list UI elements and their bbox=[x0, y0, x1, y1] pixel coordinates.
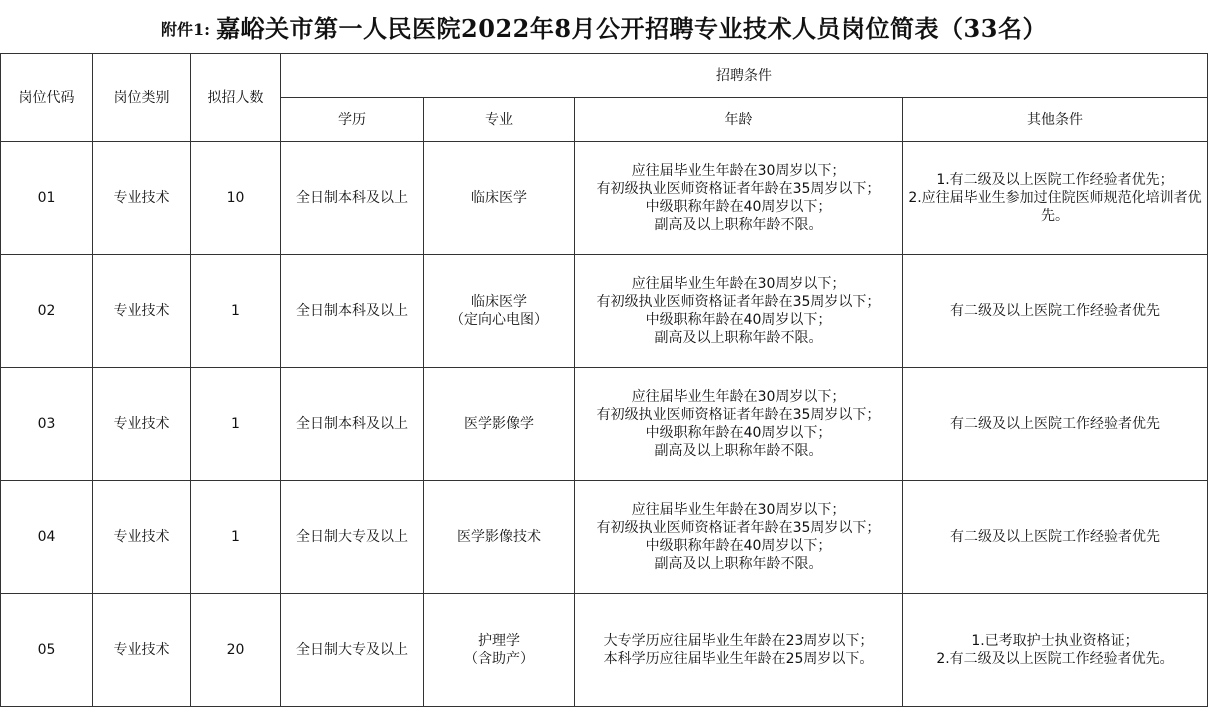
cell-major-line: （定向心电图） bbox=[450, 312, 548, 328]
cell-age-line: 副高及以上职称年龄不限。 bbox=[654, 330, 823, 346]
table-row bbox=[1, 142, 1208, 255]
cell-age-line: 本科学历应往届毕业生年龄在25周岁以下。 bbox=[603, 651, 874, 667]
cell-other bbox=[903, 481, 1208, 594]
table-row bbox=[1, 255, 1208, 368]
cell-age-line: 副高及以上职称年龄不限。 bbox=[654, 443, 823, 459]
cell-major-line: 医学影像技术 bbox=[457, 529, 541, 545]
cell-other-line: 1.已考取护士执业资格证； bbox=[971, 633, 1139, 649]
cell-other bbox=[903, 368, 1208, 481]
cell-other-line: 1.有二级及以上医院工作经验者优先； bbox=[936, 172, 1174, 188]
cell-age-line: 大专学历应往届毕业生年龄在23周岁以下； bbox=[603, 633, 874, 649]
header-code: 岗位代码 bbox=[1, 54, 93, 142]
cell-age-line: 应往届毕业生年龄在30周岁以下； bbox=[631, 389, 846, 405]
cell-other-line: 2.有二级及以上医院工作经验者优先。 bbox=[936, 651, 1174, 667]
positions-table bbox=[0, 53, 1208, 707]
header-major: 专业 bbox=[424, 98, 575, 142]
cell-age-line: 有初级执业医师资格证者年龄在35周岁以下； bbox=[596, 520, 881, 536]
cell-major bbox=[424, 142, 575, 255]
cell-age-line: 有初级执业医师资格证者年龄在35周岁以下； bbox=[596, 294, 881, 310]
cell-code: 05 bbox=[1, 594, 93, 707]
cell-code: 02 bbox=[1, 255, 93, 368]
cell-count: 1 bbox=[191, 255, 281, 368]
cell-other bbox=[903, 255, 1208, 368]
cell-category: 专业技术 bbox=[93, 594, 191, 707]
cell-age-line: 中级职称年龄在40周岁以下； bbox=[645, 199, 832, 215]
cell-count: 1 bbox=[191, 368, 281, 481]
cell-code: 04 bbox=[1, 481, 93, 594]
cell-major-line: （含助产） bbox=[464, 651, 534, 667]
cell-other-line: 有二级及以上医院工作经验者优先 bbox=[950, 529, 1160, 545]
cell-major-line: 临床医学 bbox=[471, 294, 527, 310]
attachment-label: 附件1: bbox=[161, 20, 211, 39]
cell-major bbox=[424, 481, 575, 594]
cell-age-line: 有初级执业医师资格证者年龄在35周岁以下； bbox=[596, 407, 881, 423]
cell-major bbox=[424, 255, 575, 368]
header-other: 其他条件 bbox=[903, 98, 1208, 142]
cell-category: 专业技术 bbox=[93, 142, 191, 255]
cell-count: 1 bbox=[191, 481, 281, 594]
cell-age-line: 应往届毕业生年龄在30周岁以下； bbox=[631, 163, 846, 179]
header-conditions: 招聘条件 bbox=[281, 54, 1208, 98]
header-category: 岗位类别 bbox=[93, 54, 191, 142]
table-row bbox=[1, 594, 1208, 707]
cell-other-line: 2.应往届毕业生参加过住院医师规范化培训者优先。 bbox=[908, 190, 1202, 224]
cell-age-line: 中级职称年龄在40周岁以下； bbox=[645, 425, 832, 441]
cell-age bbox=[575, 368, 903, 481]
cell-major-line: 医学影像学 bbox=[464, 416, 534, 432]
cell-age-line: 副高及以上职称年龄不限。 bbox=[654, 556, 823, 572]
cell-age-line: 应往届毕业生年龄在30周岁以下； bbox=[631, 502, 846, 518]
cell-age bbox=[575, 255, 903, 368]
cell-other-line: 有二级及以上医院工作经验者优先 bbox=[950, 303, 1160, 319]
cell-major bbox=[424, 368, 575, 481]
header-education: 学历 bbox=[281, 98, 424, 142]
cell-category: 专业技术 bbox=[93, 368, 191, 481]
cell-other-line: 有二级及以上医院工作经验者优先 bbox=[950, 416, 1160, 432]
cell-age bbox=[575, 481, 903, 594]
table-row bbox=[1, 368, 1208, 481]
cell-major bbox=[424, 594, 575, 707]
header-row-top bbox=[1, 54, 1208, 98]
cell-other bbox=[903, 142, 1208, 255]
cell-education: 全日制本科及以上 bbox=[281, 142, 424, 255]
cell-age-line: 有初级执业医师资格证者年龄在35周岁以下； bbox=[596, 181, 881, 197]
cell-age bbox=[575, 594, 903, 707]
cell-education: 全日制本科及以上 bbox=[281, 255, 424, 368]
cell-age bbox=[575, 142, 903, 255]
cell-education: 全日制本科及以上 bbox=[281, 368, 424, 481]
cell-code: 01 bbox=[1, 142, 93, 255]
cell-age-line: 中级职称年龄在40周岁以下； bbox=[645, 538, 832, 554]
cell-code: 03 bbox=[1, 368, 93, 481]
cell-count: 10 bbox=[191, 142, 281, 255]
header-count: 拟招人数 bbox=[191, 54, 281, 142]
table-row bbox=[1, 481, 1208, 594]
header-age: 年龄 bbox=[575, 98, 903, 142]
cell-count: 20 bbox=[191, 594, 281, 707]
cell-other bbox=[903, 594, 1208, 707]
cell-age-line: 中级职称年龄在40周岁以下； bbox=[645, 312, 832, 328]
cell-major-line: 临床医学 bbox=[471, 190, 527, 206]
cell-category: 专业技术 bbox=[93, 481, 191, 594]
cell-major-line: 护理学 bbox=[478, 633, 520, 649]
document-title bbox=[0, 0, 1208, 54]
cell-education: 全日制大专及以上 bbox=[281, 481, 424, 594]
cell-age-line: 应往届毕业生年龄在30周岁以下； bbox=[631, 276, 846, 292]
cell-category: 专业技术 bbox=[93, 255, 191, 368]
page-title: 嘉峪关市第一人民医院2022年8月公开招聘专业技术人员岗位简表（33名） bbox=[216, 14, 1047, 43]
cell-age-line: 副高及以上职称年龄不限。 bbox=[654, 217, 823, 233]
cell-education: 全日制大专及以上 bbox=[281, 594, 424, 707]
